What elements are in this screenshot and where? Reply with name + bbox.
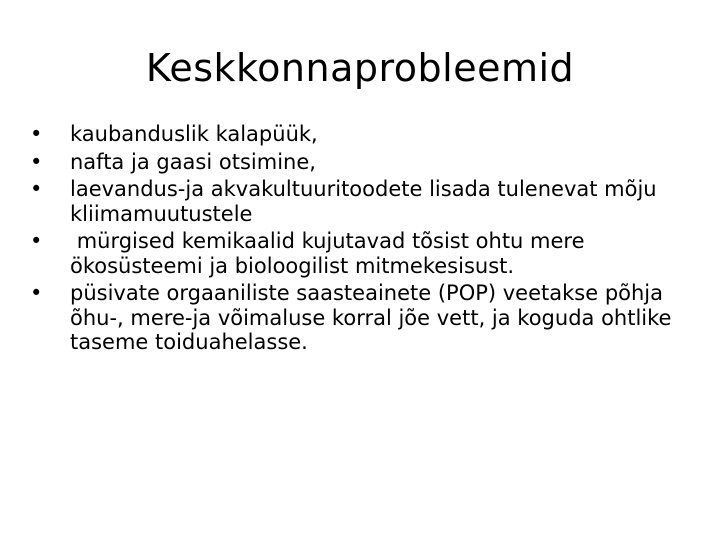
bullet-text: püsivate orgaaniliste saasteainete (POP) veetakse põhja õhu-, mere-ja võimaluse korral jõe vett, ja koguda ohtlike taseme toiduahelasse. [70, 281, 672, 354]
bullet-marker: • [30, 229, 43, 253]
bullet-item [30, 150, 700, 175]
bullet-list [30, 122, 700, 358]
bullet-text: nafta ja gaasi otsimine, [70, 149, 316, 174]
bullet-marker: • [30, 149, 43, 174]
bullet-marker: • [30, 281, 43, 305]
slide-title: Keskkonnaprobleemid [145, 46, 575, 90]
bullet-item [30, 229, 700, 278]
bullet-text: laevandus-ja akvakultuuritoodete lisada tulenevat mõju kliimamuutustele [70, 177, 657, 226]
bullet-text: mürgised kemikaalid kujutavad tõsist ohtu mere ökosüsteemi ja bioloogilist mitmekesisust. [70, 229, 592, 278]
bullet-text: kaubanduslik kalapüük, [70, 122, 318, 146]
bullet-item [30, 281, 700, 355]
bullet-marker: • [30, 122, 43, 146]
bullet-item [30, 122, 700, 147]
bullet-marker: • [30, 177, 43, 201]
bullet-item [30, 177, 700, 226]
